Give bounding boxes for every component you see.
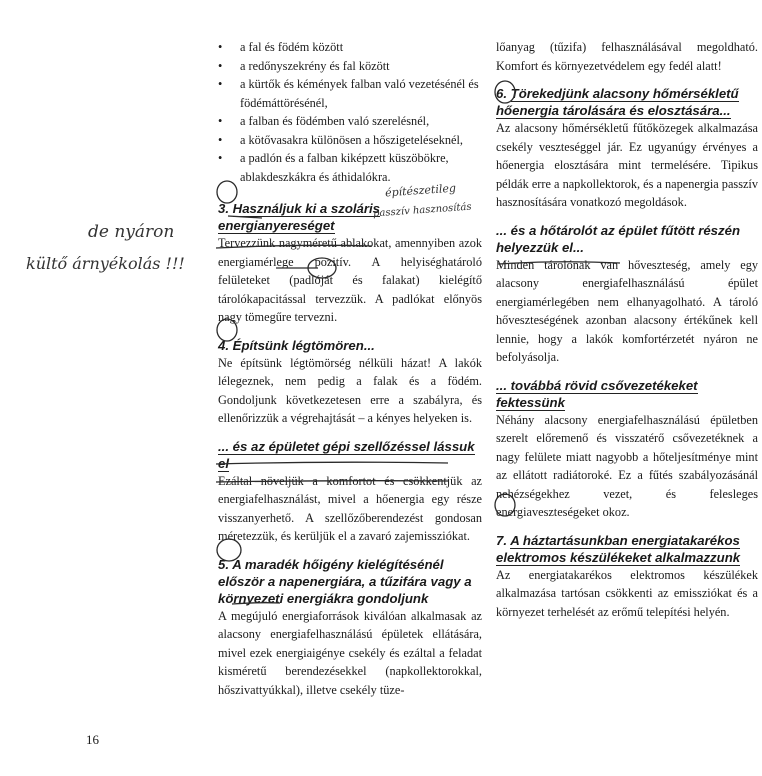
list-item: • a falban és födémben való szerelésnél, [218, 112, 482, 131]
section-body: A megújuló energiaforrások kiválóan alkalmasak az alacsony energiafelhasználású épületek ellátására, mivel ezek energiaigénye csekély és ezáltal a feladat kisméretű berendezésekkel (napkollektorokkal, hőszivattyúkkal), illetve csekély tüze- [218, 608, 482, 697]
section-body: Tervezzünk nagyméretű ablakokat, amennyiben azok energiamérlege pozitív. A helyiséghatároló felületeket (padlóját és falakat) kielégítő tárolókapacitással tervezzük. A padlókat előnyös nagy tömegűre tervezni. [218, 236, 482, 324]
handwritten-note: de nyáron [88, 222, 175, 242]
section-title: Használjuk ki a szoláris energianyereséget [218, 201, 381, 233]
section-number: 3. [218, 201, 229, 216]
list-item: • a fal és födém között [218, 38, 482, 57]
continued-text: lőanyag (tűzifa) felhasználásával megoldható. Komfort és környezetvédelem egy fedél alatt! [496, 40, 758, 73]
section-heading [218, 556, 482, 607]
section-title: A háztartásunkban energiatakarékos elektromos készülékeket alkalmazzunk [496, 532, 741, 565]
section-heading [496, 222, 758, 256]
list-item: • a redőnyszekrény és fal között [218, 57, 482, 76]
section-title: ... és a hőtárolót az épület fűtött részén helyezzük el... [496, 222, 741, 255]
page-number: 16 [86, 732, 99, 747]
section-body: Ezáltal növeljük a komfortot és csökkentjük az energiafelhasználást, mivel a hőenergia egy része visszanyerhető. A szellőzőberendezést gondosan méretezzük, és kerüljük el a zavaró zajemissziókat. [218, 473, 482, 543]
section-body: Minden tárolónak van hőveszteség, amely egy alacsony energiafelhasználású épület energiamérlegében nem elhanyagolható. A tároló hőveszteségének azonban alacsony értékűnek kell lennie, hogy a lakók komfortérzetét nyáron ne befolyásolja. [496, 257, 758, 364]
bullet-list [218, 38, 482, 186]
section-title: Törekedjünk alacsony hőmérsékletű hőenergia tárolására és elosztására... [496, 86, 739, 118]
handwritten-note: építészetileg [384, 181, 457, 200]
section-number: 7. [496, 532, 507, 548]
section-heading [496, 377, 758, 411]
section-heading [218, 438, 482, 472]
list-item: • a padlón és a falban kiképzett küszöbökre, ablakdeszkákra és áthidalókra. [218, 149, 482, 186]
list-item: • a kötővasakra különösen a hőszigeteléseknél, [218, 131, 482, 150]
section-heading [496, 532, 758, 566]
section-number: 5. [218, 556, 229, 572]
list-item: • a kürtők és kémények falban való vezetésénél és födémáttörésénél, [218, 75, 482, 112]
section-title: ... és az épületet gépi szellőzéssel lássuk el [218, 438, 475, 471]
section-body: Néhány alacsony energiafelhasználású épületben szerelt előremenő és visszatérő csővezetéknek a nagy felülete miatt nagyobb a hőteljesítménye mint az ellátott radiátoroké. Ez a fűtés szabályozásánál nehézségekhez vezet, és felesleges energiaveszteségeket okoz. [496, 412, 758, 519]
section-heading [496, 85, 758, 119]
section-title: A maradék hőigény kielégítésénél először a napenergiára, a tűzifára vagy a környezeti energiákra gondoljunk [218, 556, 472, 606]
section-title: ... továbbá rövid csővezetékeket fektessünk [496, 377, 698, 410]
section-title: Építsünk légtömören... [232, 337, 375, 353]
section-number: 4. [218, 337, 229, 353]
section-heading [218, 337, 482, 354]
handwritten-note: passzív hasznosítás [372, 201, 472, 220]
handwritten-note: kültő árnyékolás !!! [26, 254, 185, 273]
section-number: 6. [496, 86, 507, 101]
right-column [496, 38, 758, 621]
section-body: Az energiatakarékos elektromos készülékek alkalmazása tartósan csökkenti az emissziókat és a környezet terhelését az erőmű telepítési helyén. [496, 567, 758, 619]
section-body: Az alacsony hőmérsékletű fűtőközegek alkalmazása csekély veszteséggel jár. Ez ugyanúgy érvényes a hőenergia elosztására mint termelésére. Tipikus példák erre a napkollektorok, és a napenergia passzív hasznosítására vonatkozó megoldások. [496, 121, 758, 209]
left-column [218, 38, 482, 699]
section-body: Ne építsünk légtömörség nélküli házat! A lakók lélegeznek, nem pedig a falak és a födém. Gondoljunk következetesen erre a szabályra, és ellenőrizzük a végrehajtását – a kényes helyeken is. [218, 355, 482, 425]
